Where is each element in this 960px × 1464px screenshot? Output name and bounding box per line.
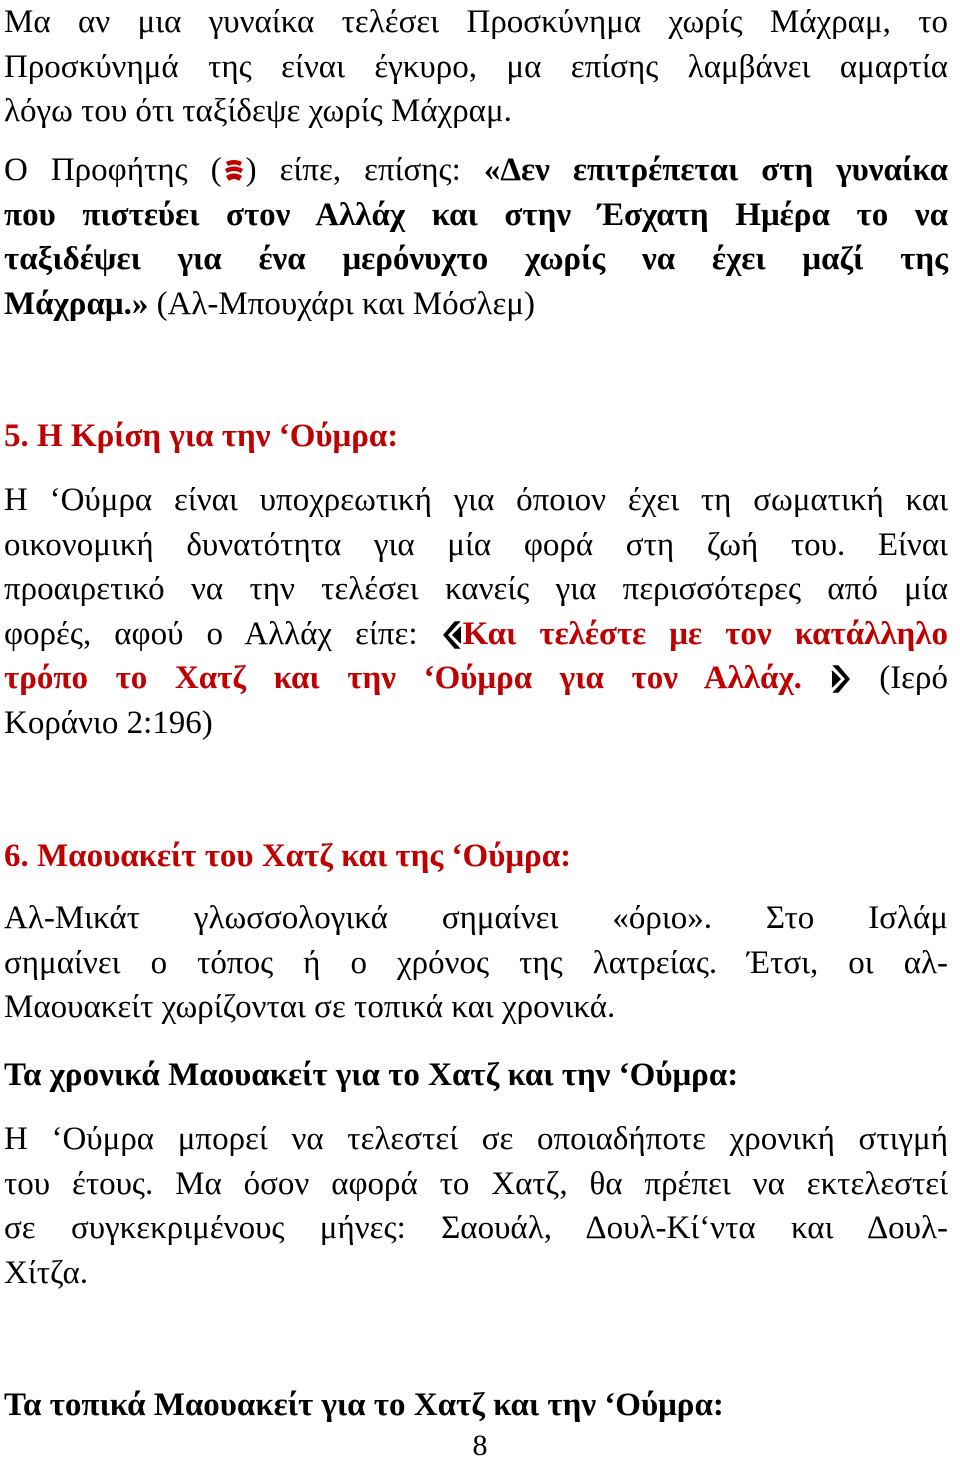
ornate-bracket-close-icon	[830, 664, 852, 694]
text-line: Κοράνιο 2:196)	[4, 704, 213, 741]
hadith-intro-after: ) είπε, επίσης:	[245, 152, 484, 188]
text-line: Προσκύνημά της είναι έγκυρο, μα επίσης λαμβάνει αμαρτία	[4, 48, 948, 85]
text-line: Αλ-Μικάτ γλωσσολογικά σημαίνει «όριο». Στο Ισλάμ	[4, 900, 948, 936]
subheading-temporal-miqat: Τα χρονικά Μαουακείτ για το Χατζ και την ‘Ούμρα:	[4, 1057, 739, 1093]
text-line: λόγω του ότι ταξίδεψε χωρίς Μάχραμ.	[4, 93, 512, 129]
quran-verse-line: τρόπο το Χατζ και την ‘Ούμρα για τον Αλλάχ.	[4, 660, 802, 696]
section-heading-6: 6. Μαουακείτ του Χατζ και της ‘Ούμρα:	[4, 838, 572, 874]
hadith-source: (Αλ-Μπουχάρι και Μόσλεμ)	[148, 285, 535, 322]
text-line: οικονομική δυνατότητα για μία φορά στη ζωή του. Είναι	[4, 526, 948, 563]
text-line: σημαίνει ο τόπος ή ο χρόνος της λατρείας. Έτσι, οι αλ-	[4, 944, 948, 981]
hadith-intro: Ο Προφήτης (	[4, 152, 222, 188]
verse-intro: φορές, αφού ο Αλλάχ είπε:	[4, 615, 441, 652]
text-line	[4, 612, 948, 657]
text-line: Χίτζα.	[4, 1254, 88, 1291]
hadith-quote-end: Μάχραμ.»	[4, 285, 149, 322]
text-line: προαιρετικό να την τελέσει κανείς για περισσότερες από μία	[4, 571, 948, 607]
salawat-seal-icon	[223, 158, 245, 184]
hadith-quote-line: που πιστεύει στον Αλλάχ και στην Έσχατη Ημέρα το να	[4, 196, 948, 233]
text-line: Η ‘Ούμρα μπορεί να τελεστεί σε οποιαδήποτε χρονική στιγμή	[4, 1121, 948, 1157]
quran-verse: Και τελέστε με τον κατάλληλο	[462, 615, 948, 652]
page-number: 8	[472, 1429, 488, 1462]
paragraph-temporal-miqat	[4, 1117, 948, 1295]
hadith-quote: «Δεν επιτρέπεται στη γυναίκα	[483, 152, 948, 188]
text-line: Μα αν μια γυναίκα τελέσει Προσκύνημα χωρίς Μάχραμ, το	[4, 4, 948, 40]
paragraph-umrah-ruling	[4, 478, 948, 745]
paragraph-mahram	[4, 0, 948, 134]
text-line: Μαουακείτ χωρίζονται σε τοπικά και χρονικά.	[4, 989, 616, 1025]
text-line	[4, 656, 948, 701]
text-line: του έτους. Μα όσον αφορά το Χατζ, θα πρέπει να εκτελεστεί	[4, 1165, 948, 1202]
section-heading-5: 5. Η Κρίση για την ‘Ούμρα:	[4, 418, 399, 454]
text-line: σε συγκεκριμένους μήνες: Σαουάλ, Δουλ-Κί‘ντα και Δουλ-	[4, 1210, 948, 1246]
hadith-quote-line: ταξιδέψει για ένα μερόνυχτο χωρίς να έχει μαζί της	[4, 241, 948, 277]
text-line	[4, 148, 948, 193]
text-line	[4, 282, 948, 327]
paragraph-miqat-definition	[4, 896, 948, 1030]
verse-source: (Ιερό	[851, 660, 949, 696]
text-line: Η ‘Ούμρα είναι υποχρεωτική για όποιον έχει τη σωματική και	[4, 482, 948, 518]
paragraph-hadith	[4, 148, 948, 326]
ornate-bracket-open-icon	[441, 620, 463, 650]
subheading-local-miqat: Τα τοπικά Μαουακείτ για το Χατζ και την ‘Ούμρα:	[4, 1387, 724, 1423]
